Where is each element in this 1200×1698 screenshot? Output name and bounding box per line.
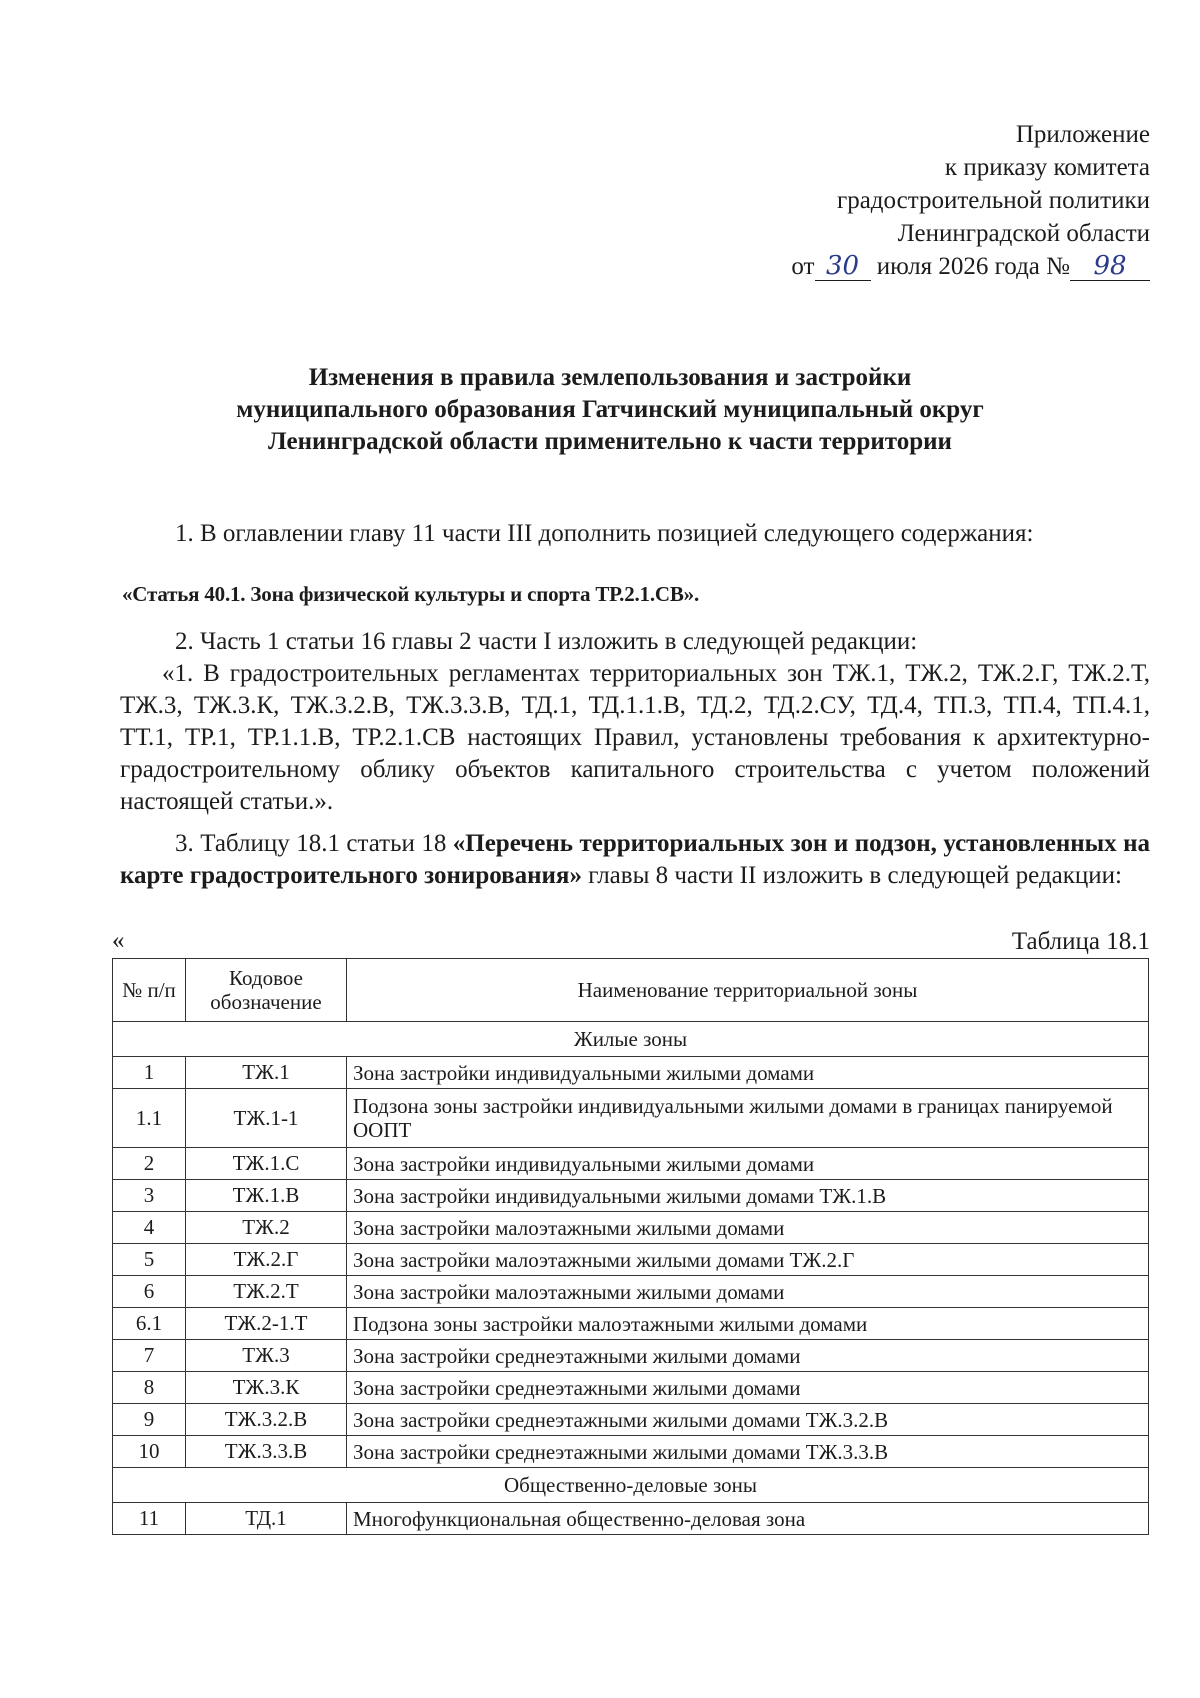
row-name-cell: Зона застройки среднеэтажными жилыми домами	[347, 1372, 1149, 1404]
row-name-cell: Подзона зоны застройки индивидуальными жилыми домами в границах панируемой ООПТ	[347, 1089, 1149, 1148]
table-row	[113, 1372, 1149, 1404]
row-code-cell: ТЖ.2	[186, 1212, 347, 1244]
row-code-cell: ТЖ.3.К	[186, 1372, 347, 1404]
row-code-cell: ТЖ.3	[186, 1340, 347, 1372]
row-name-cell: Зона застройки индивидуальными жилыми домами	[347, 1148, 1149, 1180]
row-name-cell: Зона застройки малоэтажными жилыми домами ТЖ.2.Г	[347, 1244, 1149, 1276]
row-name-cell: Зона застройки малоэтажными жилыми домами	[347, 1212, 1149, 1244]
annex-line-4: Ленинградской области	[897, 220, 1150, 247]
annex-line-1: Приложение	[1015, 121, 1150, 148]
row-code-cell: ТЖ.2.Т	[186, 1276, 347, 1308]
table-row	[113, 1276, 1149, 1308]
section-row-residential	[113, 1022, 1149, 1057]
paragraph-2: 2. Часть 1 статьи 16 главы 2 части I изложить в следующей редакции:	[175, 628, 918, 655]
row-num-cell: 7	[113, 1340, 186, 1372]
row-num-cell: 5	[113, 1244, 186, 1276]
row-num-cell: 4	[113, 1212, 186, 1244]
table-row	[113, 1404, 1149, 1436]
zones-table	[112, 958, 1149, 1535]
paragraph-3	[120, 828, 1150, 892]
table-row	[113, 1057, 1149, 1089]
section-row-business	[113, 1468, 1149, 1503]
table-row	[113, 1436, 1149, 1468]
row-num-cell: 6	[113, 1276, 186, 1308]
row-name-cell: Зона застройки среднеэтажными жилыми домами ТЖ.3.2.В	[347, 1404, 1149, 1436]
row-code-cell: ТЖ.1.В	[186, 1180, 347, 1212]
row-code-cell: ТЖ.3.3.В	[186, 1436, 347, 1468]
annex-from-prefix: от	[791, 253, 815, 280]
row-name-cell: Зона застройки среднеэтажными жилыми домами	[347, 1340, 1149, 1372]
row-code-cell: ТЖ.3.2.В	[186, 1404, 347, 1436]
paragraph-1: 1. В оглавлении главу 11 части III дополнить позицией следующего содержания:	[175, 520, 1034, 547]
section-business: Общественно-деловые зоны	[113, 1468, 1149, 1503]
header-name: Наименование территориальной зоны	[347, 959, 1149, 1022]
row-code-cell: ТЖ.1-1	[186, 1089, 347, 1148]
table-row	[113, 1212, 1149, 1244]
table-caption: Таблица 18.1	[1011, 928, 1150, 955]
row-code-cell: ТД.1	[186, 1503, 347, 1535]
row-num-cell: 9	[113, 1404, 186, 1436]
article-40-1-entry: «Статья 40.1. Зона физической культуры и спорта ТР.2.1.СВ».	[122, 582, 700, 606]
paragraph-3-start: 3. Таблицу 18.1 статьи 18	[175, 830, 453, 857]
annex-line-3: градостроительной политики	[836, 187, 1150, 214]
row-num-cell: 2	[113, 1148, 186, 1180]
row-name-cell: Многофункциональная общественно-деловая зона	[347, 1503, 1149, 1535]
row-code-cell: ТЖ.2.Г	[186, 1244, 347, 1276]
row-num-cell: 11	[113, 1503, 186, 1535]
table-row	[113, 1148, 1149, 1180]
row-code-cell: ТЖ.2-1.Т	[186, 1308, 347, 1340]
table-row	[113, 1340, 1149, 1372]
annex-block	[791, 118, 1150, 283]
row-num-cell: 1	[113, 1057, 186, 1089]
table-row	[113, 1244, 1149, 1276]
row-num-cell: 6.1	[113, 1308, 186, 1340]
row-num-cell: 3	[113, 1180, 186, 1212]
header-code: Кодовое обозначение	[186, 959, 347, 1022]
header-num: № п/п	[113, 959, 186, 1022]
section-residential: Жилые зоны	[113, 1022, 1149, 1057]
document-title	[110, 362, 1110, 458]
row-code-cell: ТЖ.1	[186, 1057, 347, 1089]
table-row	[113, 1089, 1149, 1148]
table-row	[113, 1503, 1149, 1535]
paragraph-3-bold: «Перечень территориальных зон и подзон, установленных на карте градостроительного зонирования»	[120, 830, 1151, 889]
row-name-cell: Зона застройки малоэтажными жилыми домами	[347, 1276, 1149, 1308]
row-name-cell: Подзона зоны застройки малоэтажными жилыми домами	[347, 1308, 1149, 1340]
row-name-cell: Зона застройки среднеэтажными жилыми домами ТЖ.3.3.В	[347, 1436, 1149, 1468]
row-num-cell: 8	[113, 1372, 186, 1404]
title-line-3: Ленинградской области применительно к части территории	[268, 428, 952, 455]
handwritten-number: 98	[1070, 252, 1150, 281]
table-header-row	[113, 959, 1149, 1022]
row-num-cell: 1.1	[113, 1089, 186, 1148]
table-quote-open: «	[112, 927, 125, 954]
paragraph-3-end: главы 8 части II изложить в следующей редакции:	[581, 862, 1122, 889]
annex-date-line	[791, 250, 1150, 283]
row-code-cell: ТЖ.1.С	[186, 1148, 347, 1180]
row-num-cell: 10	[113, 1436, 186, 1468]
paragraph-2-quote: «1. В градостроительных регламентах территориальных зон ТЖ.1, ТЖ.2, ТЖ.2.Г, ТЖ.2.Т, ТЖ.3, ТЖ.3.К, ТЖ.3.2.В, ТЖ.3.3.В, ТД.1, ТД.1.1.В, ТД.2, ТД.2.СУ, ТД.4, ТП.3, ТП.4, ТП.4.1, ТТ.1, ТР.1, ТР.1.1.В, ТР.2.1.СВ настоящих Правил, установлены требования к архитектурно-градостроительному облику объектов капитального строительства с учетом положений настоящей статьи.».	[120, 660, 1150, 815]
row-name-cell: Зона застройки индивидуальными жилыми домами ТЖ.1.В	[347, 1180, 1149, 1212]
table-row	[113, 1180, 1149, 1212]
title-line-1: Изменения в правила землепользования и застройки	[308, 364, 912, 391]
table-row	[113, 1308, 1149, 1340]
row-name-cell: Зона застройки индивидуальными жилыми домами	[347, 1057, 1149, 1089]
annex-line-2: к приказу комитета	[944, 154, 1150, 181]
annex-month-year: июля 2026 года №	[876, 253, 1070, 280]
title-line-2: муниципального образования Гатчинский муниципальный округ	[236, 396, 984, 423]
handwritten-day: 30	[815, 252, 871, 281]
